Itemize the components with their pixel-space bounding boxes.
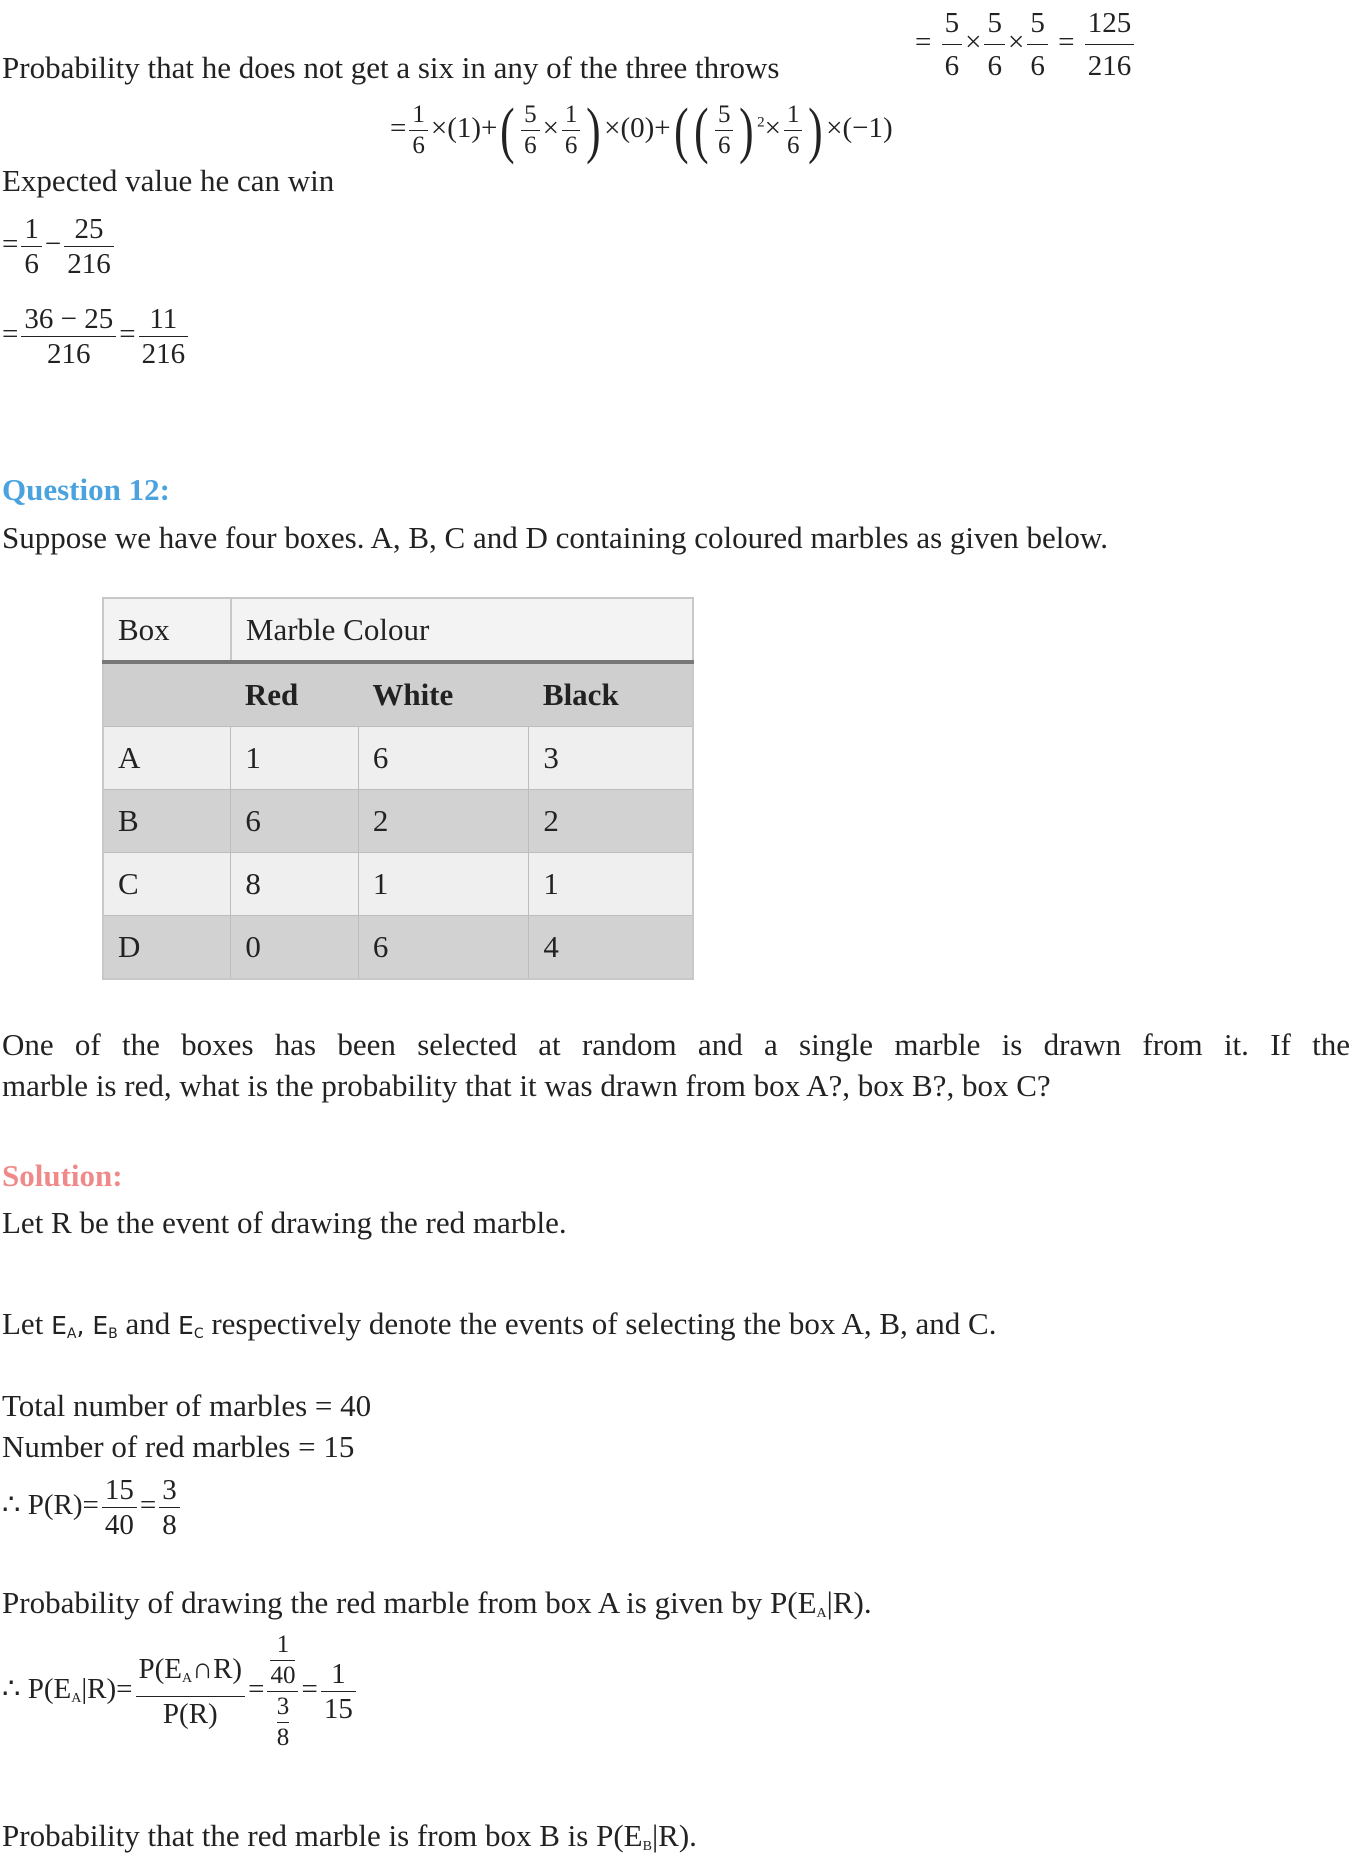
cell-black: 4 xyxy=(529,916,693,980)
fraction: $\frac{125}{216}$ xyxy=(1085,2,1135,87)
cell-red: 6 xyxy=(231,790,358,853)
cell-red: 1 xyxy=(231,727,358,790)
no-six-text: Probability that he does not get a six in any of the three throws xyxy=(2,50,780,85)
p-r-equation: ∴ P(R)= $\frac{15}{40}$ = $\frac{3}{8}$ xyxy=(2,1473,183,1542)
red-marbles: Number of red marbles = 15 xyxy=(2,1429,355,1464)
expected-value-equation: = $\frac{1}{6}$ ×(1)+( $\frac{5}{6}$ × $\frac{1}{6}$ ) ×(0)+(( $\frac{5}{6}$ ) $^2$× $\frac{1}{6}$ ) ×(−1) xyxy=(390,96,893,165)
prob-a-line: Probability of drawing the red marble from box A is given by $P(E_A|R)$. xyxy=(2,1585,872,1621)
cell-red: 8 xyxy=(231,853,358,916)
question-para-1: One of the boxes has been selected at random and a single marble is drawn from it. If the xyxy=(2,1027,1350,1062)
table-subheader-row xyxy=(103,662,693,727)
let-r-text: Let R be the event of drawing the red marble. xyxy=(2,1205,567,1240)
cell-box: D xyxy=(103,916,231,980)
total-marbles: Total number of marbles = 40 xyxy=(2,1388,372,1423)
fraction: $\frac{5}{6}$ xyxy=(1027,2,1048,87)
fraction: $\frac{1}{6}$ xyxy=(784,100,803,161)
cell-white: 6 xyxy=(358,727,529,790)
question-para-2: marble is red, what is the probability that it was drawn from box A?, box B?, box C? xyxy=(2,1068,1051,1103)
header-box: Box xyxy=(103,598,231,662)
table-header-row xyxy=(103,598,693,662)
solution-heading: Solution: xyxy=(2,1158,123,1193)
question-text: Suppose we have four boxes. A, B, C and D containing coloured marbles as given below. xyxy=(2,520,1109,555)
cell-black: 3 xyxy=(529,727,693,790)
no-six-equation: = $\frac{5}{6}$ × $\frac{5}{6}$ × $\frac{5}{6}$ = $\frac{125}{216}$ xyxy=(915,2,1137,87)
expected-value-text: Expected value he can win xyxy=(2,163,335,198)
table-row xyxy=(103,727,693,790)
fraction: $\frac{11}{216}$ xyxy=(139,302,189,371)
fraction: $\frac{36 - 25}{216}$ xyxy=(21,302,116,371)
fraction: $\frac{5}{6}$ xyxy=(942,2,963,87)
prob-b-line: Probability that the red marble is from box B is $P(E_B|R)$. xyxy=(2,1818,697,1854)
question-heading: Question 12: xyxy=(2,472,170,507)
p-ea-r-equation: ∴ $P(E_A|R)=$ $\frac{P(E_A\cap R)}{P(R)}$ = $\frac{\frac{1}{40}}{\frac{3}{8}}$ = $\frac{1}{15}$ xyxy=(2,1630,359,1753)
cell-box: A xyxy=(103,727,231,790)
fraction: $\frac{1}{6}$ xyxy=(409,100,428,161)
fraction: $\frac{1}{6}$ xyxy=(562,100,581,161)
subheader-black: Black xyxy=(529,662,693,727)
fraction: $\frac{5}{6}$ xyxy=(984,2,1005,87)
fraction: $\frac{5}{6}$ xyxy=(521,100,540,161)
fraction: $\frac{1}{15}$ xyxy=(321,1657,356,1726)
cell-black: 1 xyxy=(529,853,693,916)
fraction: $\frac{25}{216}$ xyxy=(64,212,114,281)
fraction: $\frac{P(E_A\cap R)}{P(R)}$ xyxy=(136,1652,246,1731)
fraction: $\frac{1}{6}$ xyxy=(21,212,42,281)
fraction: $\frac{15}{40}$ xyxy=(102,1473,137,1542)
compound-fraction: $\frac{\frac{1}{40}}{\frac{3}{8}}$ xyxy=(267,1630,298,1753)
cell-white: 2 xyxy=(358,790,529,853)
cell-white: 6 xyxy=(358,916,529,980)
cell-red: 0 xyxy=(231,916,358,980)
step-2: = $\frac{36 - 25}{216}$ = $\frac{11}{216}$ xyxy=(2,302,191,371)
table-row xyxy=(103,916,693,980)
table-row xyxy=(103,853,693,916)
cell-white: 1 xyxy=(358,853,529,916)
table-row xyxy=(103,790,693,853)
let-e-line: Let $E_A$, $E_B$ and $E_C$ respectively denote the events of selecting the box A, B, and C. xyxy=(2,1306,997,1342)
cell-box: C xyxy=(103,853,231,916)
fraction: $\frac{3}{8}$ xyxy=(159,1473,180,1542)
fraction: $\frac{5}{6}$ xyxy=(715,100,734,161)
subheader-red: Red xyxy=(231,662,358,727)
header-colour: Marble Colour xyxy=(231,598,693,662)
cell-box: B xyxy=(103,790,231,853)
subheader-white: White xyxy=(358,662,529,727)
marble-table xyxy=(102,597,694,980)
step-1: = $\frac{1}{6}$ − $\frac{25}{216}$ xyxy=(2,212,117,281)
cell-black: 2 xyxy=(529,790,693,853)
